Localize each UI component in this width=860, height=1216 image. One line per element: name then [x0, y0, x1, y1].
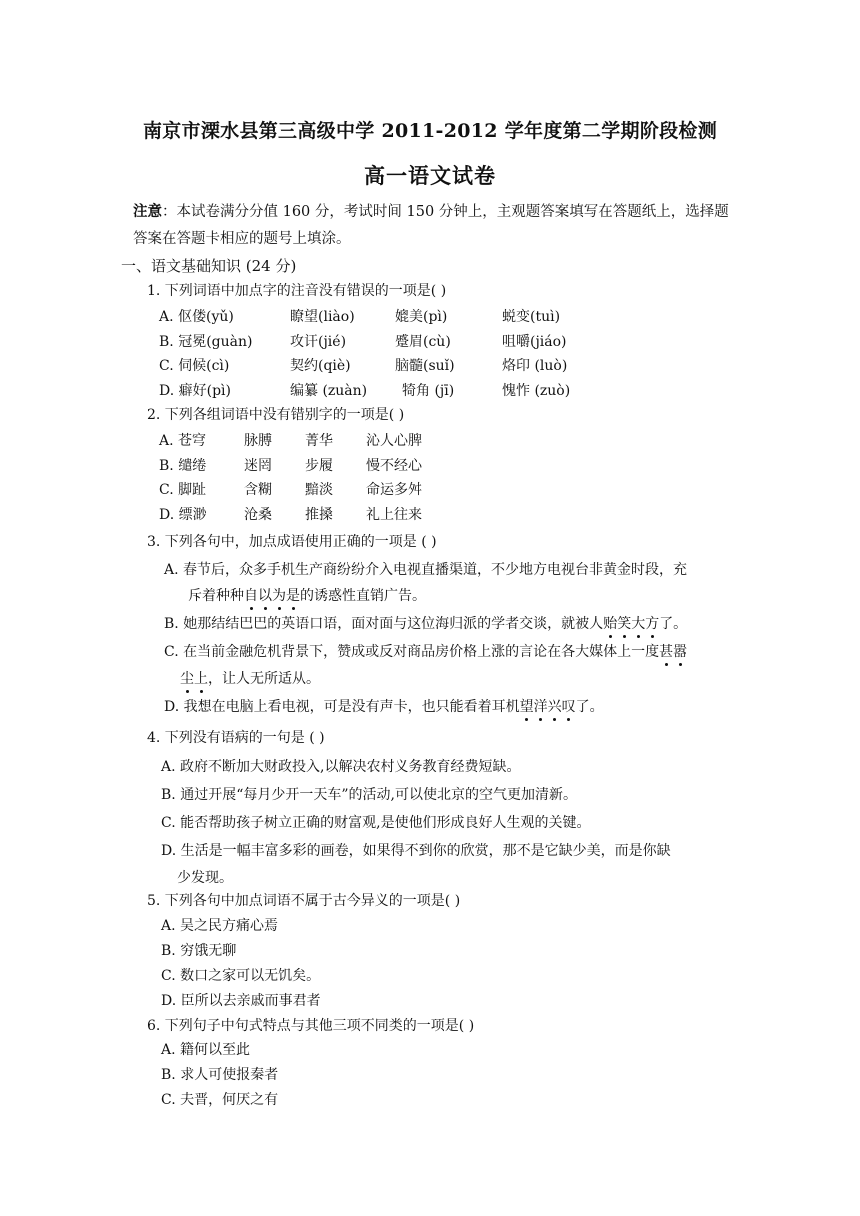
q1-c-item-4: 烙印 (luò) [502, 358, 568, 374]
q4-option-d-line2: 少发现。 [177, 870, 233, 886]
q5-option-c: C. 数口之家可以无饥矣。 [161, 968, 321, 984]
q4-option-d-line1: D. 生活是一幅丰富多彩的画卷，如果得不到你的欣赏，那不是它缺少美，而是你缺 [161, 843, 671, 859]
q3-option-a-line2 [188, 586, 426, 606]
q6-option-a: A. 籍何以至此 [161, 1042, 251, 1058]
q3-option-a-line1: A. 春节后，众多手机生产商纷纷介入电视直播渠道，不少地方电视台非黄金时段，充 [164, 562, 688, 578]
q2-c-item-3: 黯淡 [305, 482, 333, 498]
q1-a-item-2: 瞭望(liào) [290, 309, 355, 325]
question-4-stem: 4. 下列没有语病的一句是 ( ) [147, 730, 325, 746]
q3-a-pre: 斥着种种 [188, 588, 244, 604]
section-heading: 一、语文基础知识 (24 分) [121, 257, 297, 275]
q1-b-item-3: 蹙眉(cù) [395, 334, 451, 350]
q4-option-a: A. 政府不断加大财政投入,以解决农村义务教育经费短缺。 [161, 759, 521, 775]
exam-subtitle: 高一语文试卷 [364, 163, 496, 188]
question-1-stem: 1. 下列词语中加点字的注音没有错误的一项是( ) [147, 283, 447, 299]
notice-text-2: 答案在答题卡相应的题号上填涂。 [133, 231, 351, 247]
q3-option-c-line2 [180, 669, 320, 689]
q2-b-item-3: 步履 [305, 458, 333, 474]
q3-b-post: 了。 [659, 616, 688, 632]
exam-title: 南京市溧水县第三高级中学 2011-2012 学年度第二学期阶段检测 [142, 120, 718, 142]
q3-option-d [164, 697, 604, 717]
q4-option-c: C. 能否帮助孩子树立正确的财富观,是使他们形成良好人生观的关键。 [161, 815, 591, 831]
q1-b-item-2: 攻讦(jié) [290, 334, 347, 350]
question-3-stem: 3. 下列各句中，加点成语使用正确的一项是 ( ) [147, 534, 437, 550]
q5-option-b: B. 穷饿无聊 [161, 943, 237, 959]
q2-a-item-3: 菁华 [305, 433, 333, 449]
q1-c-item-1: C. 伺候(cì) [159, 358, 230, 374]
q3-d-pre: D. 我想在电脑上看电视，可是没有声卡，也只能看着耳机 [164, 699, 520, 715]
q3-option-b [164, 614, 687, 634]
q3-a-post: 的诱惑性直销广告。 [300, 588, 426, 604]
notice-label: 注意 [133, 203, 162, 220]
q5-option-d: D. 臣所以去亲戚而事君者 [161, 993, 321, 1009]
q1-a-item-1: A. 伛偻(yǔ) [159, 309, 234, 325]
q2-a-item-2: 脉膊 [244, 433, 272, 449]
q2-d-item-2: 沧桑 [244, 507, 272, 523]
q1-c-item-2: 契约(qiè) [290, 358, 351, 374]
q2-d-item-3: 推搡 [305, 507, 333, 523]
q2-a-item-4: 沁人心脾 [366, 433, 422, 449]
q1-d-item-2: 编纂 (zuàn) [290, 383, 368, 399]
notice-text-1: ：本试卷满分分值 160 分，考试时间 150 分钟上，主观题答案填写在答题纸上，选择题 [162, 204, 729, 220]
q2-c-item-1: C. 脚趾 [159, 482, 207, 498]
q3-d-dotted-idiom: 望洋兴叹 [519, 699, 576, 715]
exam-notice [133, 198, 743, 253]
q3-c-dotted-idiom-1: 甚嚣 [659, 644, 688, 660]
question-2-stem: 2. 下列各组词语中没有错别字的一项是( ) [147, 407, 405, 423]
q3-b-pre: B. 她那结结巴巴的英语口语，面对面与这位海归派的学者交谈，就被人 [164, 616, 604, 632]
q3-c-dotted-idiom-2: 尘上 [180, 671, 208, 687]
q6-option-c: C. 夫晋，何厌之有 [161, 1092, 279, 1108]
q3-c-pre: C. 在当前金融危机背景下，赞成或反对商品房价格上涨的言论在各大媒体上一度 [164, 644, 660, 660]
q3-d-post: 了。 [575, 699, 604, 715]
q3-c-post: ，让人无所适从。 [208, 671, 320, 687]
question-6-stem: 6. 下列句子中句式特点与其他三项不同类的一项是( ) [147, 1018, 475, 1034]
q2-b-item-2: 迷罔 [244, 458, 272, 474]
q1-c-item-3: 脑髓(suǐ) [395, 358, 455, 374]
q2-b-item-4: 慢不经心 [366, 458, 422, 474]
q2-d-item-4: 礼上往来 [366, 507, 422, 523]
q3-a-dotted-idiom: 自以为是 [244, 588, 300, 604]
q6-option-b: B. 求人可使报秦者 [161, 1067, 279, 1083]
q1-d-item-1: D. 癖好(pì) [159, 383, 231, 399]
q1-b-item-1: B. 冠冕(guàn) [159, 334, 253, 350]
q4-option-b: B. 通过开展“每月少开一天车”的活动,可以使北京的空气更加清新。 [161, 787, 577, 803]
q2-c-item-4: 命运多舛 [366, 482, 422, 498]
question-5-stem: 5. 下列各句中加点词语不属于古今异义的一项是( ) [147, 893, 461, 909]
q1-a-item-3: 媲美(pì) [395, 309, 448, 325]
q2-b-item-1: B. 缱绻 [159, 458, 207, 474]
q1-a-item-4: 蜕变(tuì) [502, 309, 561, 325]
q3-b-dotted-idiom: 贻笑大方 [603, 616, 660, 632]
q2-d-item-1: D. 缥渺 [159, 507, 207, 523]
q2-a-item-1: A. 苍穹 [159, 433, 207, 449]
q1-d-item-4: 愧怍 (zuò) [502, 383, 571, 399]
q2-c-item-2: 含糊 [244, 482, 272, 498]
q3-option-c-line1 [164, 642, 687, 662]
q1-d-item-3: 犄角 (jī) [402, 383, 455, 399]
q1-b-item-4: 咀嚼(jiáo) [502, 334, 567, 350]
q5-option-a: A. 吴之民方痛心焉 [161, 918, 279, 934]
